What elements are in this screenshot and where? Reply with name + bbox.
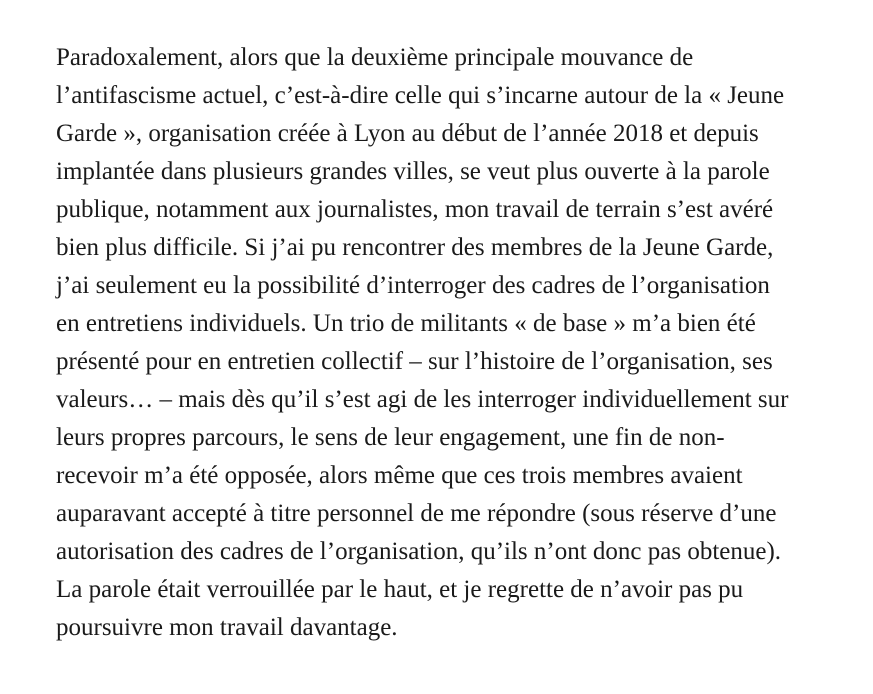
paragraph-line: valeurs… – mais dès qu’il s’est agi de les interroger individuellement sur bbox=[56, 386, 789, 413]
paragraph-line: recevoir m’a été opposée, alors même que ces trois membres avaient bbox=[56, 462, 743, 489]
paragraph-line: bien plus difficile. Si j’ai pu rencontrer des membres de la Jeune Garde, bbox=[56, 234, 774, 261]
paragraph-line: autorisation des cadres de l’organisation, qu’ils n’ont donc pas obtenue). bbox=[56, 538, 782, 565]
paragraph-line: Garde », organisation créée à Lyon au début de l’année 2018 et depuis bbox=[56, 120, 759, 147]
paragraph-line: Paradoxalement, alors que la deuxième principale mouvance de bbox=[56, 44, 694, 71]
paragraph-line: La parole était verrouillée par le haut, et je regrette de n’avoir pas pu bbox=[56, 576, 744, 603]
paragraph-line: en entretiens individuels. Un trio de militants « de base » m’a bien été bbox=[56, 310, 756, 337]
paragraph-line: auparavant accepté à titre personnel de me répondre (sous réserve d’une bbox=[56, 500, 777, 527]
paragraph-line: j’ai seulement eu la possibilité d’interroger des cadres de l’organisation bbox=[56, 272, 770, 299]
paragraph-line: publique, notamment aux journalistes, mon travail de terrain s’est avéré bbox=[56, 196, 774, 223]
paragraph-line: présenté pour en entretien collectif – sur l’histoire de l’organisation, ses bbox=[56, 348, 773, 375]
paragraph-line: leurs propres parcours, le sens de leur engagement, une fin de non- bbox=[56, 424, 725, 451]
paragraph-line: l’antifascisme actuel, c’est-à-dire celle qui s’incarne autour de la « Jeune bbox=[56, 82, 785, 109]
paragraph-line: implantée dans plusieurs grandes villes, se veut plus ouverte à la parole bbox=[56, 158, 770, 185]
paragraph-line: poursuivre mon travail davantage. bbox=[56, 614, 398, 641]
body-paragraph bbox=[56, 39, 856, 647]
